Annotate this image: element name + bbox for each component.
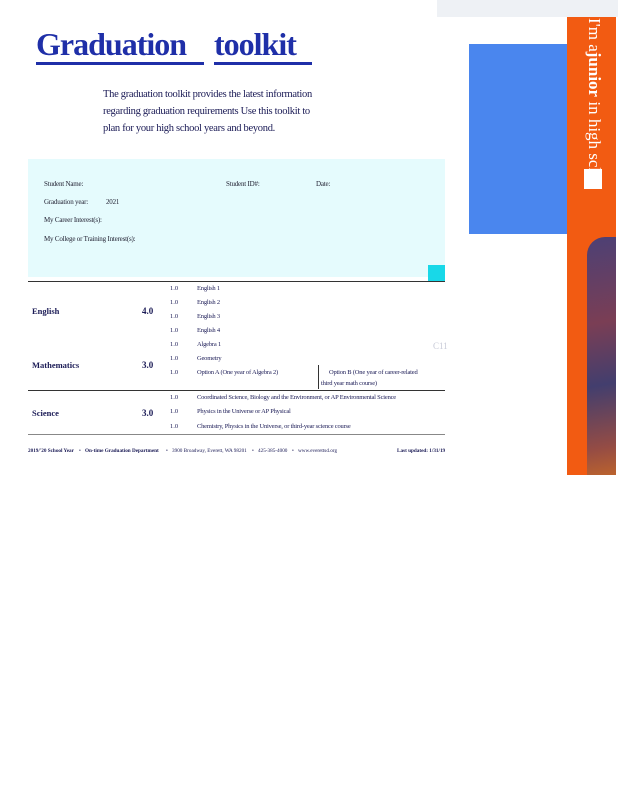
decorative-cyan-square — [428, 265, 445, 281]
college-interest-label[interactable]: My College or Training Interest(s): — [44, 235, 136, 243]
faint-mark: C11 — [433, 341, 448, 351]
tagline-pre: I'm a — [585, 18, 604, 52]
course-credit: 1.0 — [170, 299, 179, 306]
footer-school-year: 2019/'20 School Year — [28, 448, 74, 454]
course-credit: 1.0 — [170, 327, 179, 334]
subject-english: English — [32, 306, 60, 316]
course-credit: 1.0 — [170, 369, 179, 376]
course-name: Option A (One year of Algebra 2) — [197, 369, 278, 376]
student-info-form — [28, 159, 445, 277]
course-credit: 1.0 — [170, 341, 179, 348]
subject-mathematics: Mathematics — [32, 360, 80, 370]
course-credit: 1.0 — [170, 313, 179, 320]
footer-bullet: • — [292, 448, 294, 454]
student-name-label[interactable]: Student Name: — [44, 180, 84, 188]
intro-line-1: The graduation toolkit provides the latest information — [103, 89, 312, 100]
grad-year-label: Graduation year: — [44, 198, 89, 206]
title-word-toolkit: toolkit — [214, 26, 312, 65]
footer-bullet: • — [79, 448, 81, 454]
career-interest-label[interactable]: My Career Interest(s): — [44, 216, 102, 224]
student-id-label[interactable]: Student ID#: — [226, 180, 260, 188]
course-name: Coordinated Science, Biology and the Environment, or AP Environmental Science — [197, 394, 396, 401]
footer-department: On-time Graduation Department — [85, 448, 159, 454]
tagline-bold: junior — [585, 51, 604, 98]
course-name: English 4 — [197, 327, 220, 334]
course-credit: 1.0 — [170, 285, 179, 292]
option-b-line-2: third year math course) — [321, 380, 377, 387]
footer-address: 3900 Broadway, Everett, WA 98201 — [172, 448, 247, 454]
decorative-blue-panel — [469, 44, 567, 234]
footer-bullet: • — [166, 448, 168, 454]
footer-website[interactable]: www.everettsd.org — [298, 448, 338, 454]
course-name: Physics in the Universe or AP Physical — [197, 408, 291, 415]
intro-paragraph — [103, 86, 343, 137]
option-b-line-1: Option B (One year of career-related — [329, 369, 418, 376]
english-total-credits: 4.0 — [142, 306, 154, 316]
sidebar-tagline — [574, 18, 604, 198]
course-name: Geometry — [197, 355, 222, 362]
footer-bullet: • — [252, 448, 254, 454]
date-label[interactable]: Date: — [316, 180, 331, 188]
intro-line-3: plan for your high school years and beyond. — [103, 123, 275, 134]
course-name: English 1 — [197, 285, 220, 292]
title-word-graduation: Graduation — [36, 26, 204, 65]
table-bottom-rule — [28, 434, 445, 435]
math-option-b — [318, 365, 443, 389]
footer-phone: 425-385-4000 — [258, 448, 288, 454]
course-credit: 1.0 — [170, 394, 179, 401]
science-total-credits: 3.0 — [142, 408, 154, 418]
grad-year-value[interactable]: 2021 — [106, 198, 120, 206]
table-divider-rule — [28, 390, 445, 391]
course-name: Algebra 1 — [197, 341, 222, 348]
page-title — [36, 26, 312, 65]
math-total-credits: 3.0 — [142, 360, 154, 370]
top-gray-bar — [437, 0, 618, 17]
tagline-post: in high sch — [585, 97, 604, 176]
intro-line-2: regarding graduation requirements Use this toolkit to — [103, 106, 310, 117]
course-name: English 3 — [197, 313, 220, 320]
footer-last-updated: Last updated: 1/31/19 — [397, 448, 446, 454]
course-credit: 1.0 — [170, 408, 179, 415]
student-photo — [587, 237, 616, 475]
course-name: Chemistry, Physics in the Universe, or third-year science course — [197, 423, 351, 430]
course-credit: 1.0 — [170, 423, 179, 430]
table-top-rule — [28, 281, 445, 282]
course-credit: 1.0 — [170, 355, 179, 362]
course-name: English 2 — [197, 299, 220, 306]
subject-science: Science — [32, 408, 59, 418]
